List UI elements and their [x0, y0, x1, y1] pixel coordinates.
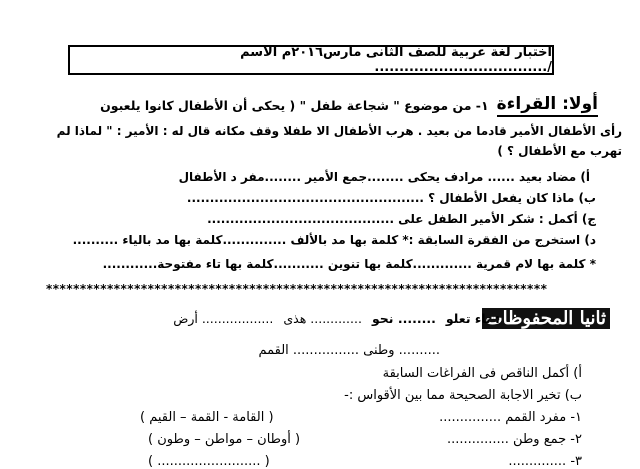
poem-words-row — [173, 311, 500, 326]
exam-title: اختبار لغة عربية للصف الثانى مارس٢٠١٦م الاسم /................................... — [240, 45, 552, 75]
poem-word-3: ............. هذى — [283, 311, 362, 326]
section2-label: ثانيا المحفوظات — [482, 308, 610, 329]
mcq-3-options: ( ......................... ) — [148, 454, 270, 469]
section1-heading — [100, 95, 598, 117]
mcq-1-options: ( القامة - القمة – القيم ) — [140, 410, 274, 425]
passage-line-1: رأى الأطفال الأمير قادما من بعيد . هرب الأطفال الا طفلا وقف مكانه قال له : الأمير : " لماذا لم — [56, 124, 622, 138]
poem-word-4: .................. أرض — [173, 311, 274, 326]
instruction-a: أ) أكمل الناقص فى الفراغات السابقة — [382, 366, 582, 381]
question-a: أ) مضاد بعيد ...... مرادف يحكى ........جمع الأمير ........مفر د الأطفال — [178, 170, 590, 184]
poem-word-2: ........ نحو — [371, 311, 436, 326]
mcq-2-options: ( أوطان – مواطن – وطون ) — [148, 432, 301, 447]
section1-intro: ١- من موضوع " شجاعة طفل " ( يحكى أن الأطفال كانوا يلعبون — [100, 98, 489, 114]
question-c: ج) أكمل : شكر الأمير الطفل على ......................................... — [207, 212, 596, 226]
mcq-3: ٣- .............. — [508, 454, 582, 469]
poem-word-1: : تاء تعلو — [445, 311, 500, 326]
mcq-2: ٢- جمع وطن ............... — [446, 432, 582, 447]
question-e: * كلمة بها لام قمرية .............كلمة بها تنوين ...........كلمة بها تاء مفتوحة............ — [102, 257, 596, 271]
passage-line-2: تهرب مع الأطفال ؟ ) — [497, 144, 622, 158]
section1-label: أولا: القراءة — [497, 95, 598, 117]
instruction-b: ب) تخير الاجابة الصحيحة مما بين الأقواس :- — [344, 388, 582, 403]
question-d: د) استخرج من الفقرة السابقة :* كلمة بها مد بالألف ..............كلمة بها مد بالياء .......... — [72, 233, 596, 247]
separator-stars: ************************************************************************** — [46, 282, 548, 296]
exam-title-box — [68, 45, 554, 75]
question-b: ب) ماذا كان يفعل الأطفال ؟ .................................................... — [186, 191, 596, 205]
mcq-1: ١- مفرد القمم ............... — [439, 410, 582, 425]
poem-line-2: .......... وطنى ................ القمم — [258, 343, 440, 358]
